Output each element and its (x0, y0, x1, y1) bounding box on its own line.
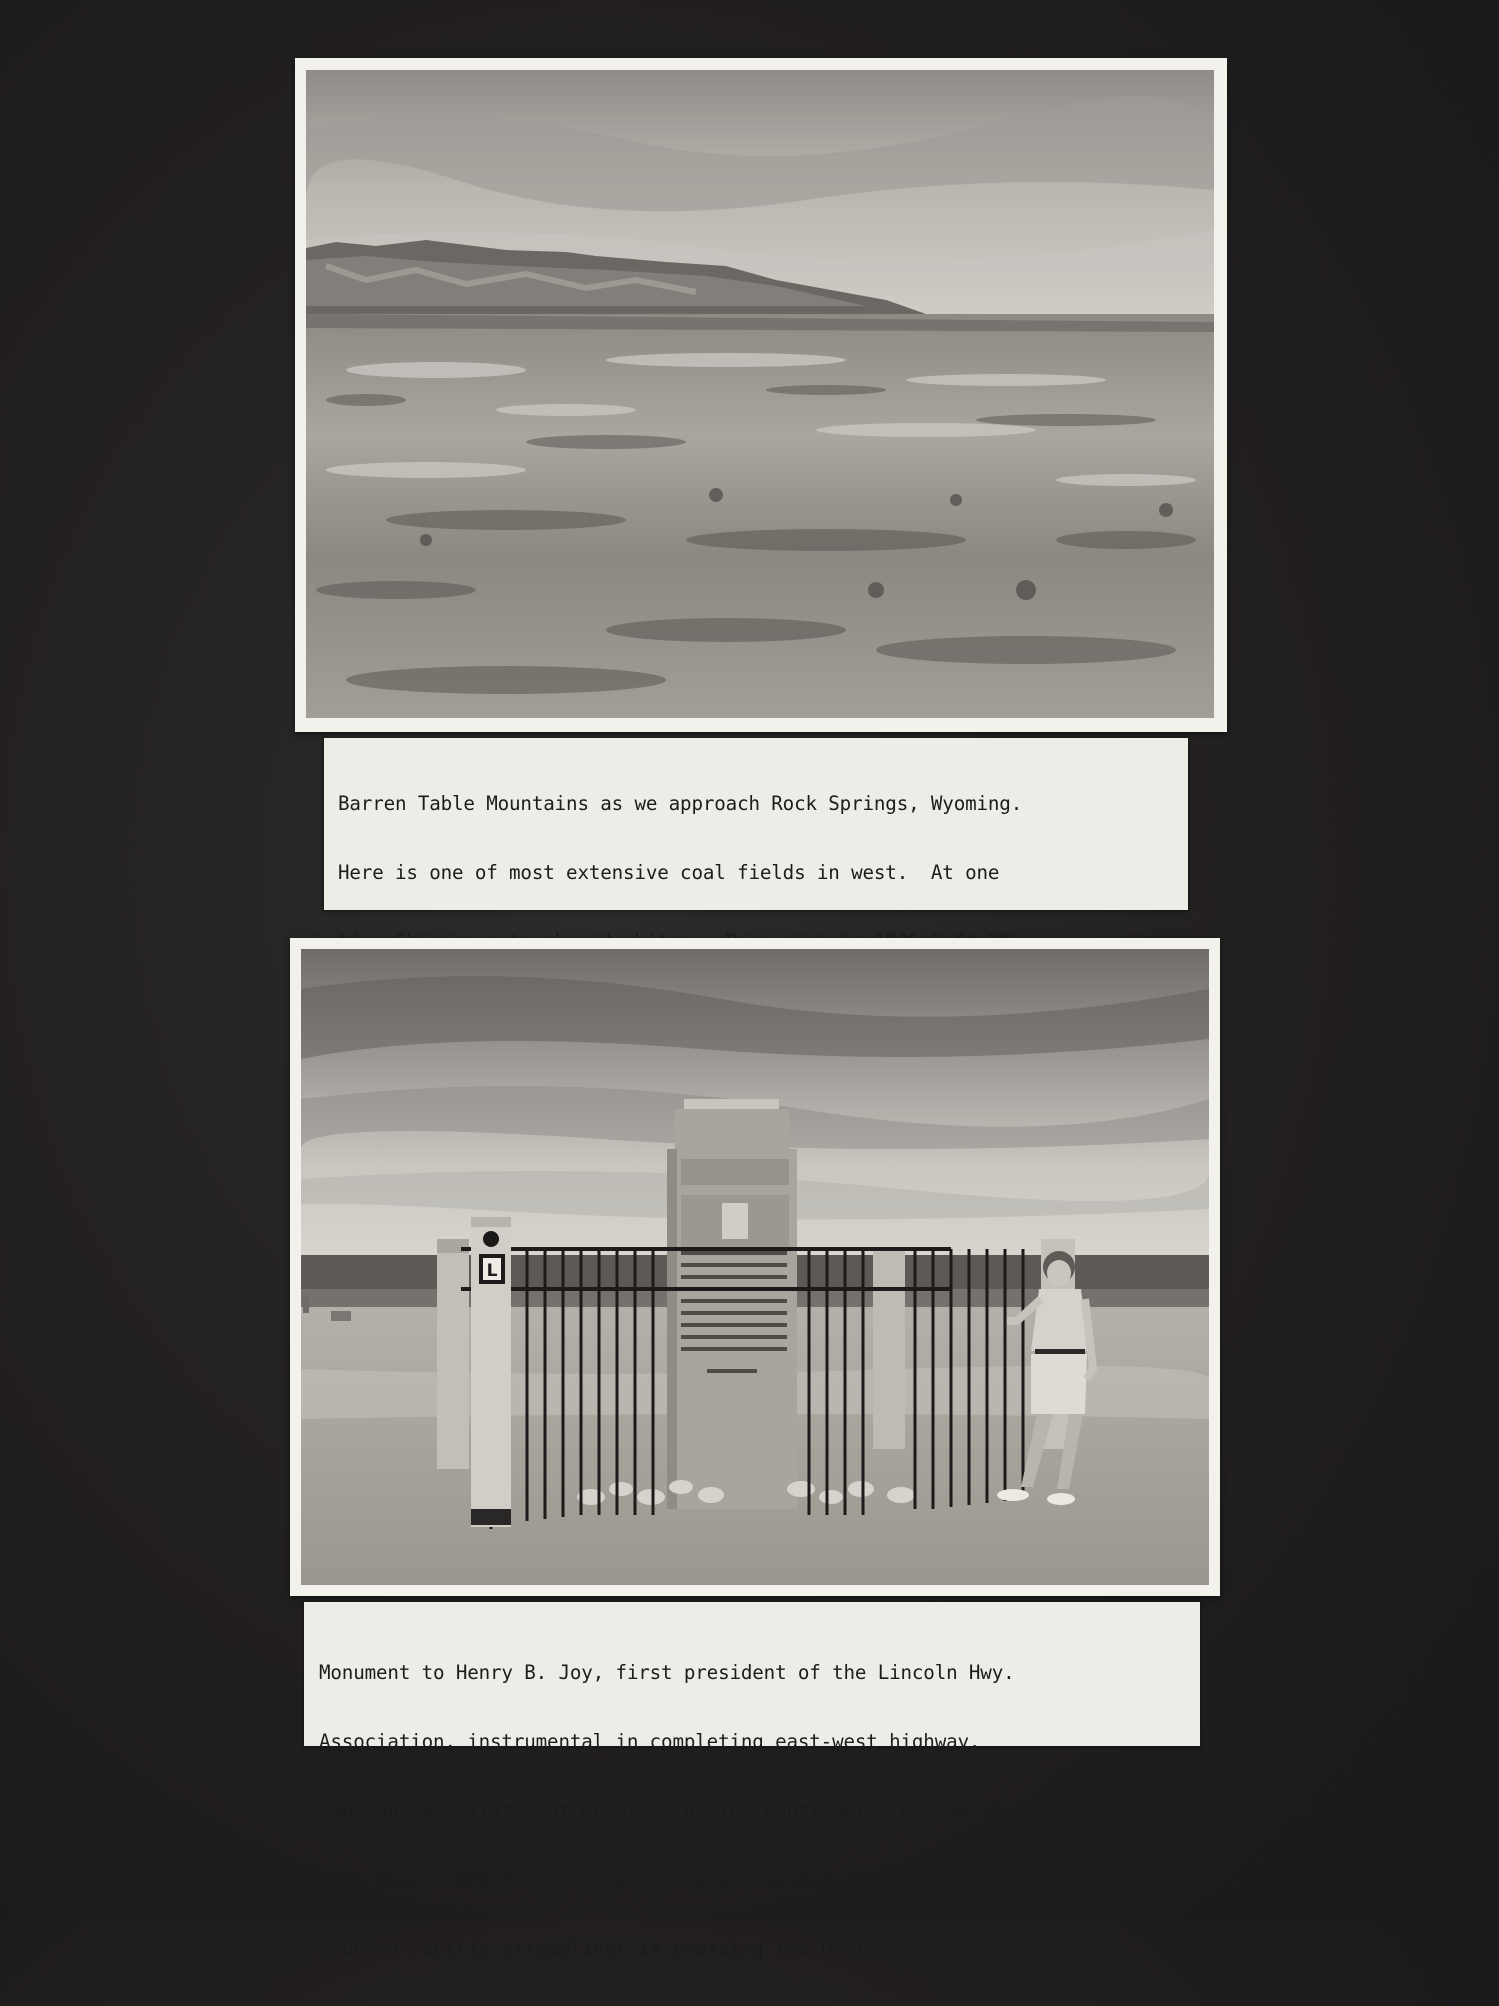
caption-line: Barren Table Mountains as we approach Rock Springs, Wyoming. (338, 792, 1023, 815)
photo-henry-joy-monument (301, 949, 1209, 1585)
caption-line: Association, instrumental in completing east-west highway. (319, 1730, 981, 1753)
photo-landscape-mount (295, 58, 1227, 732)
caption-henry-joy-monument (304, 1602, 1200, 1960)
photo-monument-mount (290, 938, 1220, 1596)
photo-table-mountains (306, 70, 1214, 718)
caption-line: more than 7,000 feet. In far distance, beyond range of camera, (319, 1868, 1026, 1891)
caption-line: Monument to Henry B. Joy, first president of the Lincoln Hwy. (319, 1661, 1015, 1684)
landscape-image (306, 70, 1214, 718)
monument-marker-letter: L (486, 1261, 498, 1281)
caption-line: Land appears flat, but we are crossing Continental Divide at (319, 1799, 1004, 1822)
monument-image (301, 949, 1209, 1585)
caption-table-mountains (324, 738, 1188, 910)
caption-line: a Union Pacific streamliner is crossing the Divide. (319, 1937, 901, 1960)
caption-line: Here is one of most extensive coal fields in west. At one (338, 861, 1000, 884)
